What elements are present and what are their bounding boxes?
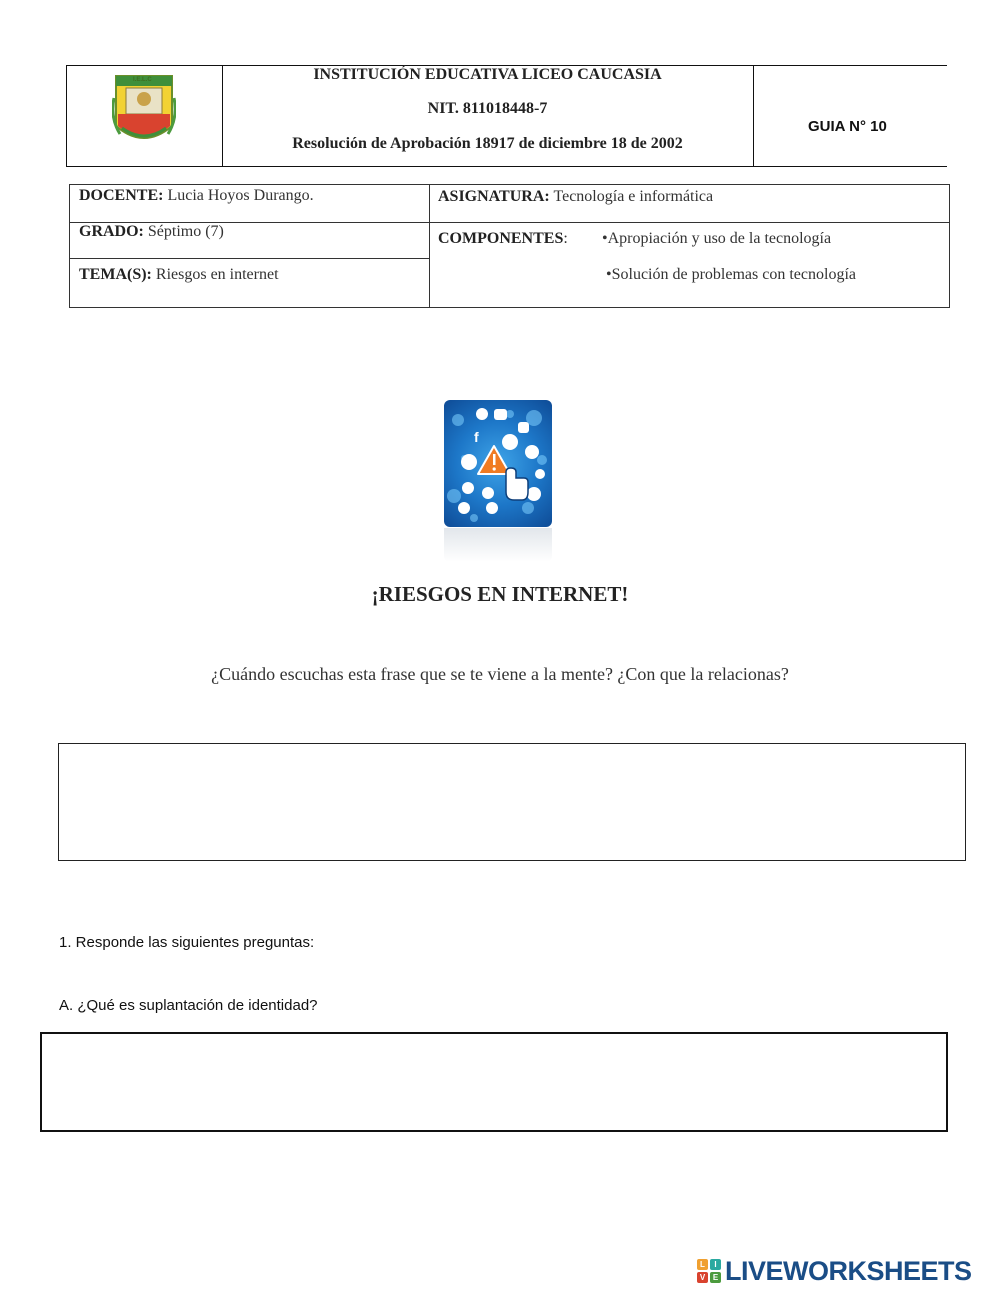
asignatura-row (438, 188, 713, 206)
componentes-sep: : (563, 230, 568, 247)
asignatura-label: ASIGNATURA: (438, 188, 550, 205)
answer-box-question-a[interactable] (40, 1032, 948, 1132)
institution-resolution: Resolución de Aprobación 18917 de diciembre 18 de 2002 (292, 135, 683, 152)
componente-1: •Apropiación y uso de la tecnología (602, 230, 832, 247)
componentes-row (438, 230, 568, 248)
componentes-label: COMPONENTES (438, 230, 564, 247)
guide-number: GUIA N° 10 (808, 118, 887, 135)
info-table (69, 184, 950, 308)
liveworksheets-text: LIVEWORKSHEETS (725, 1255, 972, 1286)
header-table (66, 65, 947, 167)
componente-2: •Solución de problemas con tecnología (606, 266, 856, 283)
social-media-warning-icon (444, 400, 552, 527)
docente-label: DOCENTE: (79, 187, 164, 204)
internet-risk-image (444, 400, 552, 528)
intro-question: ¿Cuándo escuchas esta frase que se te viene a la mente? ¿Con que la relacionas? (211, 664, 789, 684)
institution-cell (222, 66, 754, 166)
logo-caption: I.E.L.C (133, 77, 152, 83)
answer-box-intro[interactable] (58, 743, 966, 861)
tema-row (79, 266, 279, 284)
tema-label: TEMA(S): (79, 266, 152, 283)
guide-cell (754, 66, 947, 166)
liveworksheets-icon: L I V E (697, 1259, 721, 1283)
docente-row (79, 187, 314, 205)
asignatura-value: Tecnología e informática (553, 188, 714, 205)
institution-name: INSTITUCIÓN EDUCATIVA LICEO CAUCASIA (313, 66, 662, 83)
tema-value: Riesgos en internet (155, 266, 279, 283)
grado-row (79, 223, 224, 241)
logo-cell (67, 66, 223, 166)
docente-value: Lucia Hoyos Durango. (167, 187, 314, 204)
image-reflection (444, 528, 552, 562)
institution-nit: NIT. 811018448-7 (427, 100, 548, 117)
svg-text:f: f (474, 429, 479, 445)
question-a: A. ¿Qué es suplantación de identidad? (59, 997, 318, 1014)
page-title: ¡RIESGOS EN INTERNET! (371, 582, 629, 606)
liveworksheets-logo (697, 1254, 972, 1288)
instruction-text: 1. Responde las siguientes preguntas: (59, 934, 315, 951)
grado-value: Séptimo (7) (147, 223, 224, 240)
grado-label: GRADO: (79, 223, 144, 240)
